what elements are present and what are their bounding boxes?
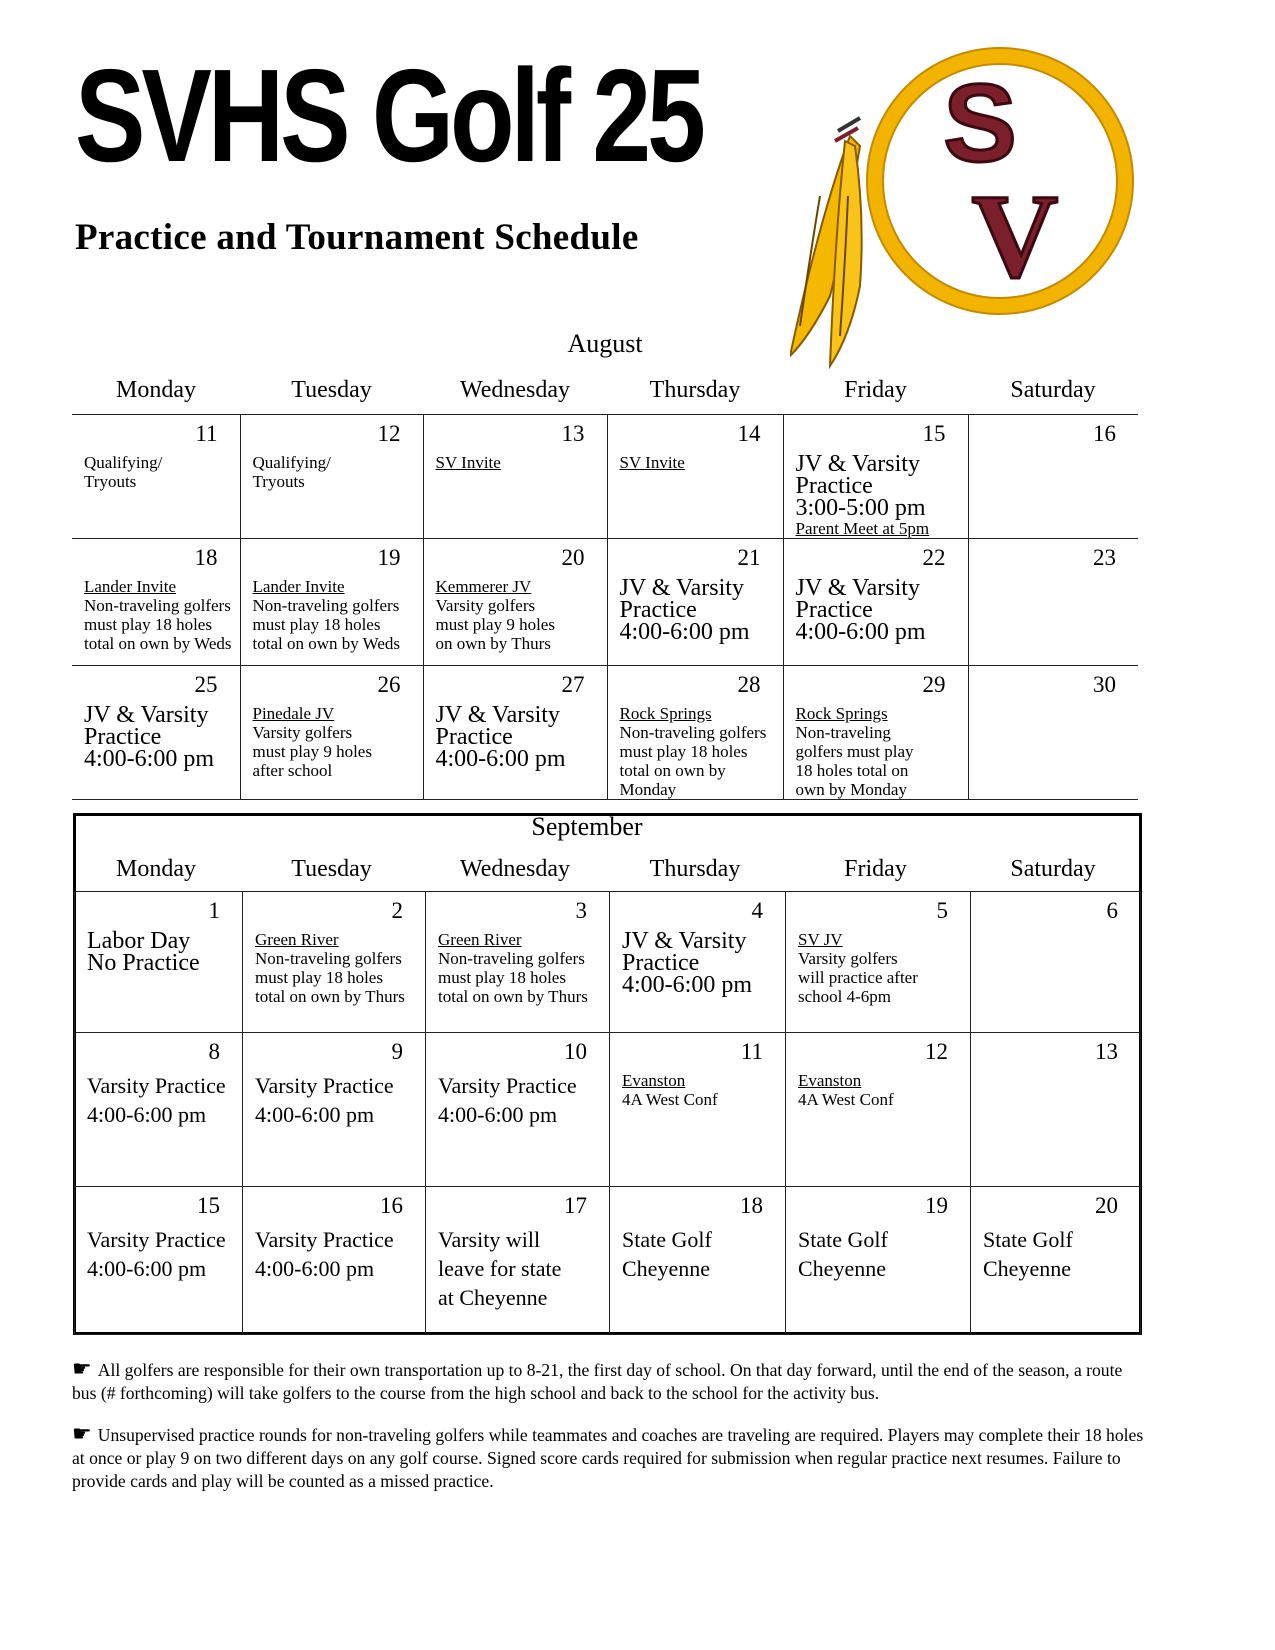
day-events — [438, 930, 607, 1006]
event-detail: must play 9 holes — [435, 615, 555, 634]
event-title: JV & Varsity — [84, 702, 209, 728]
calendar-day-cell — [783, 415, 968, 539]
event-title: leave for state — [438, 1256, 562, 1281]
weekday-tuesday: Tuesday — [291, 377, 372, 403]
calendar-day-cell — [426, 1187, 610, 1335]
day-events — [796, 577, 966, 643]
day-events — [798, 930, 968, 1006]
event-detail: Non-traveling — [795, 723, 891, 742]
event-title: 3:00-5:00 pm — [795, 495, 926, 521]
logo-letter-v: V — [971, 169, 1059, 302]
event-detail: golfers must play — [795, 742, 914, 761]
day-events — [253, 704, 421, 780]
day-number: 29 — [922, 672, 946, 697]
event-title: Practice — [619, 597, 697, 623]
day-events — [622, 930, 783, 996]
event-title: Lander Invite — [84, 577, 177, 596]
weekday-monday: Monday — [116, 377, 196, 403]
event-title: JV & Varsity — [795, 575, 920, 601]
event-detail: Non-traveling golfers — [252, 596, 400, 615]
day-events — [255, 1225, 423, 1283]
weekday-thursday: Thursday — [649, 377, 741, 403]
day-number: 28 — [737, 672, 761, 697]
event-title: Rock Springs — [619, 704, 712, 723]
day-events — [796, 704, 966, 799]
september-calendar — [74, 891, 1141, 1335]
event-title: Evanston — [798, 1071, 862, 1090]
event-detail: must play 9 holes — [252, 742, 372, 761]
event-detail: must play 18 holes — [619, 742, 748, 761]
month-title-september: September — [531, 812, 643, 841]
event-detail: Non-traveling golfers — [438, 949, 585, 968]
event-detail: Non-traveling golfers — [255, 949, 402, 968]
day-number: 16 — [1093, 421, 1116, 446]
event-title: Cheyenne — [622, 1256, 710, 1281]
day-number: 8 — [208, 1039, 220, 1064]
day-events — [87, 1071, 240, 1129]
event-detail: total on own by Thurs — [255, 987, 405, 1006]
day-number: 13 — [561, 421, 585, 446]
event-title: Practice — [795, 473, 873, 499]
calendar-day-cell — [243, 892, 426, 1033]
day-number: 20 — [1095, 1193, 1118, 1218]
event-detail: total on own by — [619, 761, 726, 780]
day-events — [622, 1071, 783, 1109]
event-title: Varsity Practice — [87, 1227, 226, 1252]
day-number: 6 — [1106, 898, 1118, 923]
event-title: 4:00-6:00 pm — [438, 1102, 558, 1127]
event-title: No Practice — [87, 950, 200, 976]
day-number: 30 — [1093, 672, 1116, 697]
calendar-day-cell — [968, 539, 1138, 666]
event-detail: on own by Thurs — [435, 634, 551, 653]
event-detail: Tryouts — [252, 472, 305, 491]
weekday-saturday: Saturday — [1010, 856, 1096, 882]
event-detail: Monday — [619, 780, 677, 799]
event-title: JV & Varsity — [795, 451, 920, 477]
day-number: 9 — [391, 1039, 403, 1064]
day-number: 11 — [195, 421, 218, 446]
day-events — [84, 704, 238, 770]
event-detail: own by Monday — [795, 780, 907, 799]
note-practice-rounds — [72, 1422, 1147, 1493]
calendar-day-cell — [783, 539, 968, 666]
day-events — [438, 1225, 607, 1312]
calendar-day-cell — [75, 892, 243, 1033]
august-calendar — [72, 414, 1138, 800]
event-title: Pinedale JV — [252, 704, 335, 723]
event-note: Parent Meet at 5pm — [795, 519, 930, 538]
calendar-day-cell — [610, 1187, 786, 1335]
event-title: Varsity Practice — [255, 1227, 394, 1252]
event-detail: must play 18 holes — [255, 968, 383, 987]
event-title: SV JV — [798, 930, 843, 949]
event-detail: Qualifying/ — [84, 453, 163, 472]
event-title: 4:00-6:00 pm — [435, 746, 566, 772]
sv-logo — [790, 36, 1190, 396]
event-title: Varsity will — [438, 1227, 541, 1252]
day-number: 5 — [936, 898, 948, 923]
event-title: Varsity Practice — [87, 1073, 226, 1098]
event-title: Practice — [84, 724, 162, 750]
event-detail: Varsity golfers — [798, 949, 898, 968]
pointing-hand-icon: ☛ — [72, 1421, 92, 1446]
calendar-week — [75, 892, 1141, 1033]
calendar-day-cell — [783, 666, 968, 800]
day-events — [622, 1225, 783, 1283]
logo-letter-s: S — [943, 62, 1017, 185]
event-title: 4:00-6:00 pm — [619, 619, 750, 645]
event-title: State Golf — [622, 1227, 712, 1252]
calendar-day-cell — [610, 892, 786, 1033]
event-title: State Golf — [798, 1227, 888, 1252]
calendar-day-cell — [243, 1033, 426, 1187]
day-number: 17 — [564, 1193, 587, 1218]
weekday-monday: Monday — [116, 856, 196, 882]
day-number: 10 — [564, 1039, 587, 1064]
day-number: 19 — [925, 1193, 948, 1218]
month-title-august: August — [567, 329, 643, 358]
event-detail: school 4-6pm — [798, 987, 892, 1006]
day-events — [796, 453, 966, 538]
day-events — [84, 577, 238, 653]
event-title: SV Invite — [619, 453, 685, 472]
weekday-header-september — [72, 856, 1138, 883]
day-number: 22 — [922, 545, 946, 570]
event-title: 4:00-6:00 pm — [87, 1256, 207, 1281]
page-subtitle: Practice and Tournament Schedule — [75, 217, 639, 258]
day-number: 18 — [194, 545, 218, 570]
day-number: 15 — [197, 1193, 220, 1218]
weekday-wednesday: Wednesday — [459, 856, 571, 882]
event-title: 4:00-6:00 pm — [795, 619, 926, 645]
day-number: 3 — [575, 898, 587, 923]
day-number: 14 — [737, 421, 761, 446]
calendar-day-cell — [607, 539, 783, 666]
pointing-hand-icon: ☛ — [72, 1356, 92, 1381]
event-detail: Varsity golfers — [252, 723, 353, 742]
calendar-day-cell — [968, 415, 1138, 539]
calendar-week — [72, 415, 1138, 539]
calendar-day-cell — [72, 666, 240, 800]
calendar-day-cell — [423, 666, 607, 800]
calendar-day-cell — [240, 539, 423, 666]
event-title: Green River — [255, 930, 339, 949]
event-title: JV & Varsity — [622, 928, 747, 954]
calendar-day-cell — [786, 1187, 971, 1335]
day-events — [620, 453, 781, 472]
day-events — [798, 1071, 968, 1109]
event-title: Green River — [438, 930, 522, 949]
calendar-day-cell — [971, 1187, 1141, 1335]
day-events — [87, 930, 240, 974]
event-title: 4:00-6:00 pm — [255, 1102, 375, 1127]
feather-icon — [790, 118, 862, 366]
event-detail: 4A West Conf — [622, 1090, 718, 1109]
event-title: Lander Invite — [252, 577, 345, 596]
event-detail: must play 18 holes — [84, 615, 212, 634]
day-number: 1 — [208, 898, 220, 923]
calendar-day-cell — [75, 1187, 243, 1335]
weekday-friday: Friday — [844, 856, 907, 882]
day-events — [436, 453, 605, 472]
event-title: Evanston — [622, 1071, 686, 1090]
calendar-day-cell — [243, 1187, 426, 1335]
event-title: SV Invite — [435, 453, 501, 472]
day-number: 25 — [194, 672, 218, 697]
event-detail: after school — [252, 761, 333, 780]
day-number: 12 — [925, 1039, 948, 1064]
calendar-week — [75, 1187, 1141, 1335]
day-events — [253, 453, 421, 491]
day-events — [436, 704, 605, 770]
event-detail: Non-traveling golfers — [619, 723, 767, 742]
calendar-day-cell — [423, 539, 607, 666]
weekday-wednesday: Wednesday — [459, 377, 571, 403]
day-events — [620, 577, 781, 643]
note-text: Unsupervised practice rounds for non-traveling golfers while teammates and coaches are traveling are required. Players may complete their 18 holes at once or play 9 on two different days on any golf course. Signed score cards required for submission when regular practice next resumes. Failure to provide cards and play will be counted as a missed practice. — [72, 1425, 1144, 1491]
event-title: Kemmerer JV — [435, 577, 532, 596]
event-title: Practice — [622, 950, 700, 976]
event-detail: Tryouts — [84, 472, 137, 491]
event-title: 4:00-6:00 pm — [622, 972, 752, 998]
event-detail: total on own by Weds — [252, 634, 401, 653]
calendar-week — [72, 666, 1138, 800]
event-title: Rock Springs — [795, 704, 888, 723]
event-title: Practice — [795, 597, 873, 623]
day-number: 27 — [561, 672, 585, 697]
event-title: 4:00-6:00 pm — [84, 746, 214, 772]
day-number: 23 — [1093, 545, 1116, 570]
event-detail: 4A West Conf — [798, 1090, 894, 1109]
calendar-day-cell — [786, 892, 971, 1033]
day-number: 20 — [561, 545, 585, 570]
event-title: JV & Varsity — [435, 702, 560, 728]
day-events — [436, 577, 605, 653]
calendar-day-cell — [426, 892, 610, 1033]
note-transportation — [72, 1357, 1147, 1405]
event-title: 4:00-6:00 pm — [255, 1256, 375, 1281]
event-title: at Cheyenne — [438, 1285, 548, 1310]
event-title: JV & Varsity — [619, 575, 744, 601]
day-events — [798, 1225, 968, 1283]
event-detail: total on own by Thurs — [438, 987, 588, 1006]
event-detail: Varsity golfers — [435, 596, 536, 615]
day-events — [84, 453, 238, 491]
event-detail: total on own by Weds — [84, 634, 232, 653]
day-number: 19 — [377, 545, 401, 570]
weekday-header-august — [72, 377, 1138, 404]
calendar-day-cell — [240, 666, 423, 800]
event-title: Cheyenne — [798, 1256, 886, 1281]
calendar-day-cell — [610, 1033, 786, 1187]
calendar-day-cell — [240, 415, 423, 539]
calendar-day-cell — [423, 415, 607, 539]
day-number: 13 — [1095, 1039, 1118, 1064]
event-title: State Golf — [983, 1227, 1073, 1252]
event-title: Practice — [435, 724, 513, 750]
day-number: 4 — [751, 898, 763, 923]
calendar-day-cell — [607, 415, 783, 539]
day-number: 21 — [737, 545, 761, 570]
calendar-week — [72, 539, 1138, 666]
weekday-tuesday: Tuesday — [291, 856, 372, 882]
calendar-day-cell — [607, 666, 783, 800]
calendar-day-cell — [971, 892, 1141, 1033]
event-detail: will practice after — [798, 968, 918, 987]
calendar-day-cell — [786, 1033, 971, 1187]
event-detail: must play 18 holes — [438, 968, 566, 987]
event-detail: 18 holes total on — [795, 761, 909, 780]
calendar-day-cell — [75, 1033, 243, 1187]
page-title: SVHS Golf 25 — [75, 42, 702, 189]
calendar-day-cell — [72, 415, 240, 539]
calendar-day-cell — [426, 1033, 610, 1187]
calendar-day-cell — [971, 1033, 1141, 1187]
day-events — [253, 577, 421, 653]
day-number: 15 — [922, 421, 946, 446]
day-number: 18 — [740, 1193, 763, 1218]
day-number: 16 — [380, 1193, 403, 1218]
day-events — [255, 1071, 423, 1129]
day-events — [255, 930, 423, 1006]
event-title: 4:00-6:00 pm — [87, 1102, 207, 1127]
event-title: Cheyenne — [983, 1256, 1071, 1281]
event-title: Varsity Practice — [438, 1073, 577, 1098]
day-events — [438, 1071, 607, 1129]
day-number: 2 — [391, 898, 403, 923]
weekday-saturday: Saturday — [1010, 377, 1096, 403]
weekday-thursday: Thursday — [649, 856, 741, 882]
event-detail: must play 18 holes — [252, 615, 381, 634]
day-events — [983, 1225, 1138, 1283]
event-detail: Qualifying/ — [252, 453, 331, 472]
event-detail: Non-traveling golfers — [84, 596, 231, 615]
day-number: 26 — [377, 672, 401, 697]
day-number: 11 — [740, 1039, 763, 1064]
note-text: All golfers are responsible for their own transportation up to 8-21, the first day of school. On that day forward, until the end of the season, a route bus (# forthcoming) will take golfers to the course from the high school and back to the school for the activity bus. — [72, 1360, 1123, 1403]
weekday-friday: Friday — [844, 377, 907, 403]
day-events — [620, 704, 781, 799]
event-title: Labor Day — [87, 928, 191, 954]
calendar-week — [75, 1033, 1141, 1187]
day-events — [87, 1225, 240, 1283]
event-title: Varsity Practice — [255, 1073, 394, 1098]
day-number: 12 — [377, 421, 401, 446]
calendar-day-cell — [968, 666, 1138, 800]
calendar-day-cell — [72, 539, 240, 666]
